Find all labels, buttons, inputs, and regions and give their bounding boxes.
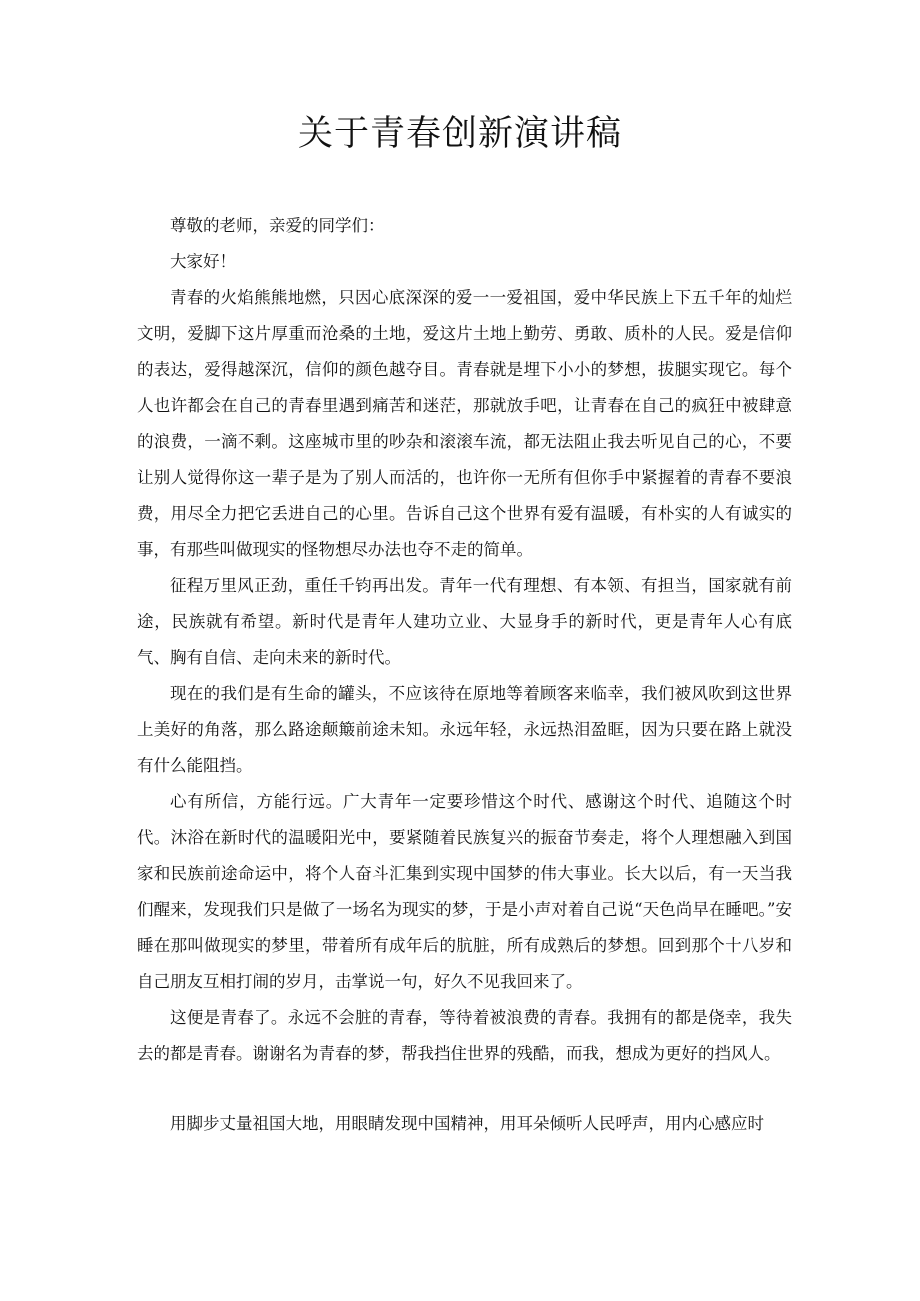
paragraph-gap (137, 1072, 792, 1106)
paragraph-5: 这便是青春了。永远不会脏的青春，等待着被浪费的青春。我拥有的都是侥幸，我失去的都是青春。谢谢名为青春的梦，帮我挡住世界的残酷，而我，想成为更好的挡风人。 (137, 1008, 792, 1063)
salutation: 尊敬的老师，亲爱的同学们： (170, 216, 385, 235)
document-title: 关于青春创新演讲稿 (297, 114, 622, 154)
document-body (137, 208, 792, 1142)
paragraph-3: 现在的我们是有生命的罐头，不应该待在原地等着顾客来临幸，我们被风吹到这世界上美好的角落，那么路途颠簸前途未知。永远年轻，永远热泪盈眶，因为只要在路上就没有什么能阻挡。 (137, 684, 792, 775)
paragraph-1: 青春的火焰熊熊地燃，只因心底深深的爱一一爱祖国，爱中华民族上下五千年的灿烂文明，爱脚下这片厚重而沧桑的土地，爱这片土地上勤劳、勇敢、质朴的人民。爱是信仰的表达，爱得越深沉，信仰的颜色越夺目。青春就是埋下小小的梦想，拔腿实现它。每个人也许都会在自己的青春里遇到痛苦和迷茫，那就放手吧，让青春在自己的疯狂中被肆意的浪费，一滴不剩。这座城市里的吵杂和滚滚车流，都无法阻止我去听见自己的心，不要让别人觉得你这一辈子是为了别人而活的，也许你一无所有但你手中紧握着的青春不要浪费，用尽全力把它丢进自己的心里。告诉自己这个世界有爱有温暖，有朴实的人有诚实的事，有那些叫做现实的怪物想尽办法也夺不走的简单。 (137, 288, 792, 559)
paragraph-2: 征程万里风正劲，重任千钧再出发。青年一代有理想、有本领、有担当，国家就有前途，民族就有希望。新时代是青年人建功立业、大显身手的新时代，更是青年人心有底气、胸有自信、走向未来的新时代。 (137, 576, 792, 667)
paragraph-4: 心有所信，方能行远。广大青年一定要珍惜这个时代、感谢这个时代、追随这个时代。沐浴在新时代的温暖阳光中，要紧随着民族复兴的振奋节奏走，将个人理想融入到国家和民族前途命运中，将个人奋斗汇集到实现中国梦的伟大事业。长大以后，有一天当我们醒来，发现我们只是做了一场名为现实的梦，于是小声对着自己说“天色尚早在睡吧。”安睡在那叫做现实的梦里，带着所有成年后的肮脏，所有成熟后的梦想。回到那个十八岁和自己朋友互相打闹的岁月，击掌说一句，好久不见我回来了。 (137, 792, 792, 991)
greeting: 大家好！ (170, 252, 236, 271)
paragraph-6: 用脚步丈量祖国大地，用眼睛发现中国精神，用耳朵倾听人民呼声，用内心感应时 (170, 1114, 764, 1133)
